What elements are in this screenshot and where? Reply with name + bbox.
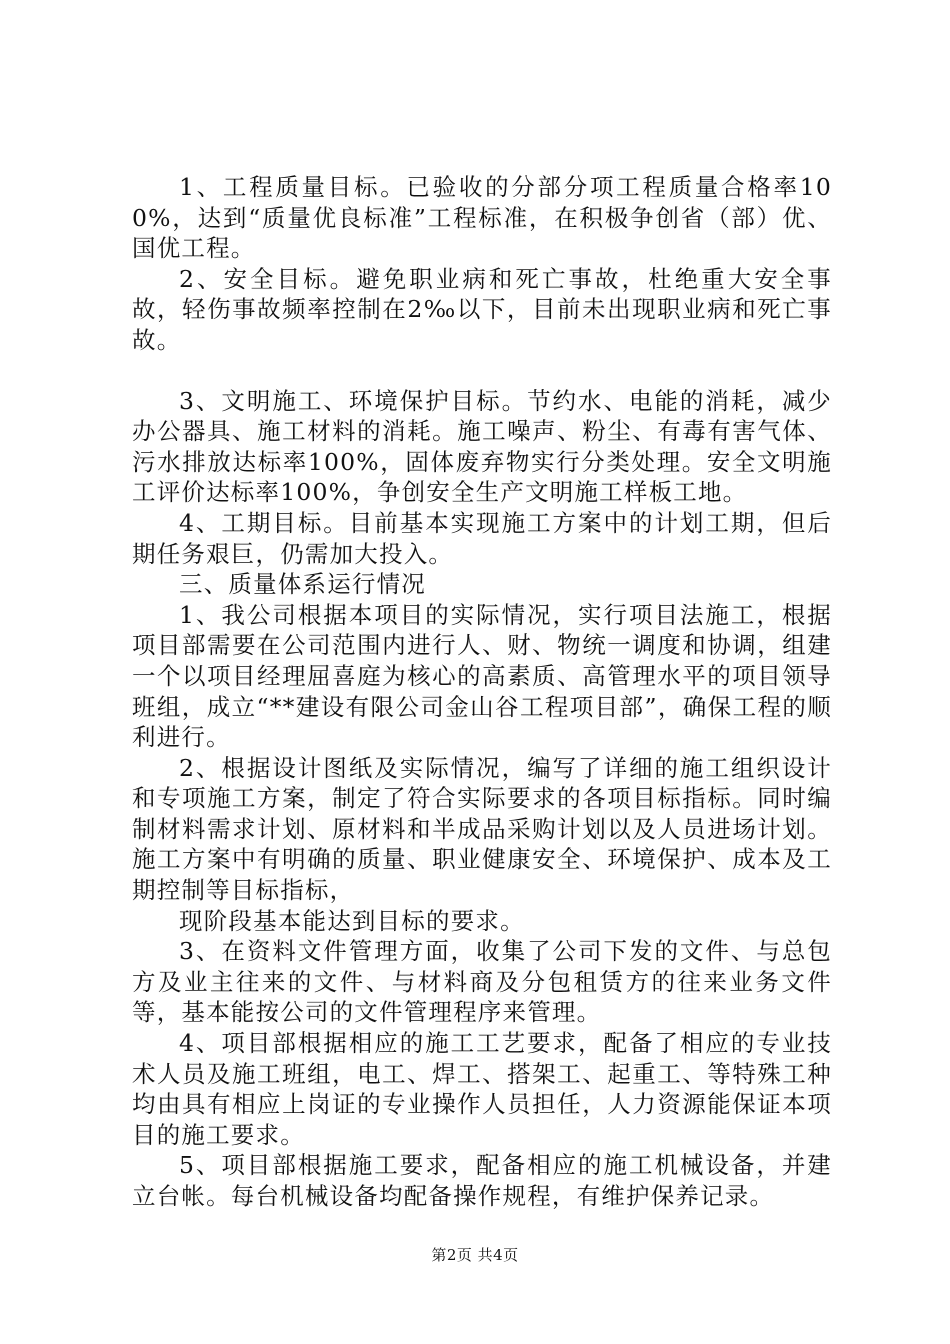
section-heading-quality-system: 三、质量体系运行情况 <box>179 570 426 599</box>
paragraph-current-status: 现阶段基本能达到目标的要求。 <box>179 906 525 935</box>
document-body <box>132 172 832 1212</box>
paragraph-document-management: 3、在资料文件管理方面，收集了公司下发的文件、与总包方及业主往来的文件、与材料商及分包租赁方的往来业务文件等，基本能按公司的文件管理程序来管理。 <box>132 937 832 1027</box>
paragraph-safety-goal: 2、安全目标。避免职业病和死亡事故，杜绝重大安全事故，轻伤事故频率控制在2‰以下，目前未出现职业病和死亡事故。 <box>132 264 832 354</box>
paragraph-staffing: 4、项目部根据相应的施工工艺要求，配备了相应的专业技术人员及施工班组，电工、焊工、搭架工、起重工、等特殊工种均由具有相应上岗证的专业操作人员担任，人力资源能保证本项目的施工要求。 <box>132 1029 832 1149</box>
paragraph-schedule-goal: 4、工期目标。目前基本实现施工方案中的计划工期，但后期任务艰巨，仍需加大投入。 <box>132 508 832 568</box>
paragraph-equipment: 5、项目部根据施工要求，配备相应的施工机械设备，并建立台帐。每台机械设备均配备操作规程，有维护保养记录。 <box>132 1151 832 1210</box>
paragraph-construction-plan: 2、根据设计图纸及实际情况，编写了详细的施工组织设计和专项施工方案，制定了符合实际要求的各项目标指标。同时编制材料需求计划、原材料和半成品采购计划以及人员进场计划。施工方案中有明确的质量、职业健康安全、环境保护、成本及工期控制等目标指标， <box>132 753 832 905</box>
paragraph-quality-goal: 1、工程质量目标。已验收的分部分项工程质量合格率100%，达到“质量优良标准”工程标准，在积极争创省（部）优、国优工程。 <box>132 173 832 263</box>
paragraph-civilized-construction-goal: 3、文明施工、环境保护目标。节约水、电能的消耗，减少办公器具、施工材料的消耗。施工噪声、粉尘、有毒有害气体、污水排放达标率100%，固体废弃物实行分类处理。安全文明施工评价达标率100%，争创安全生产文明施工样板工地。 <box>132 386 832 507</box>
paragraph-project-organization: 1、我公司根据本项目的实际情况，实行项目法施工，根据项目部需要在公司范围内进行人、财、物统一调度和协调，组建一个以项目经理屈喜庭为核心的高素质、高管理水平的项目领导班组，成立“**建设有限公司金山谷工程项目部”，确保工程的顺利进行。 <box>132 600 832 752</box>
page-number-footer: 第2页 共4页 <box>431 1246 519 1264</box>
